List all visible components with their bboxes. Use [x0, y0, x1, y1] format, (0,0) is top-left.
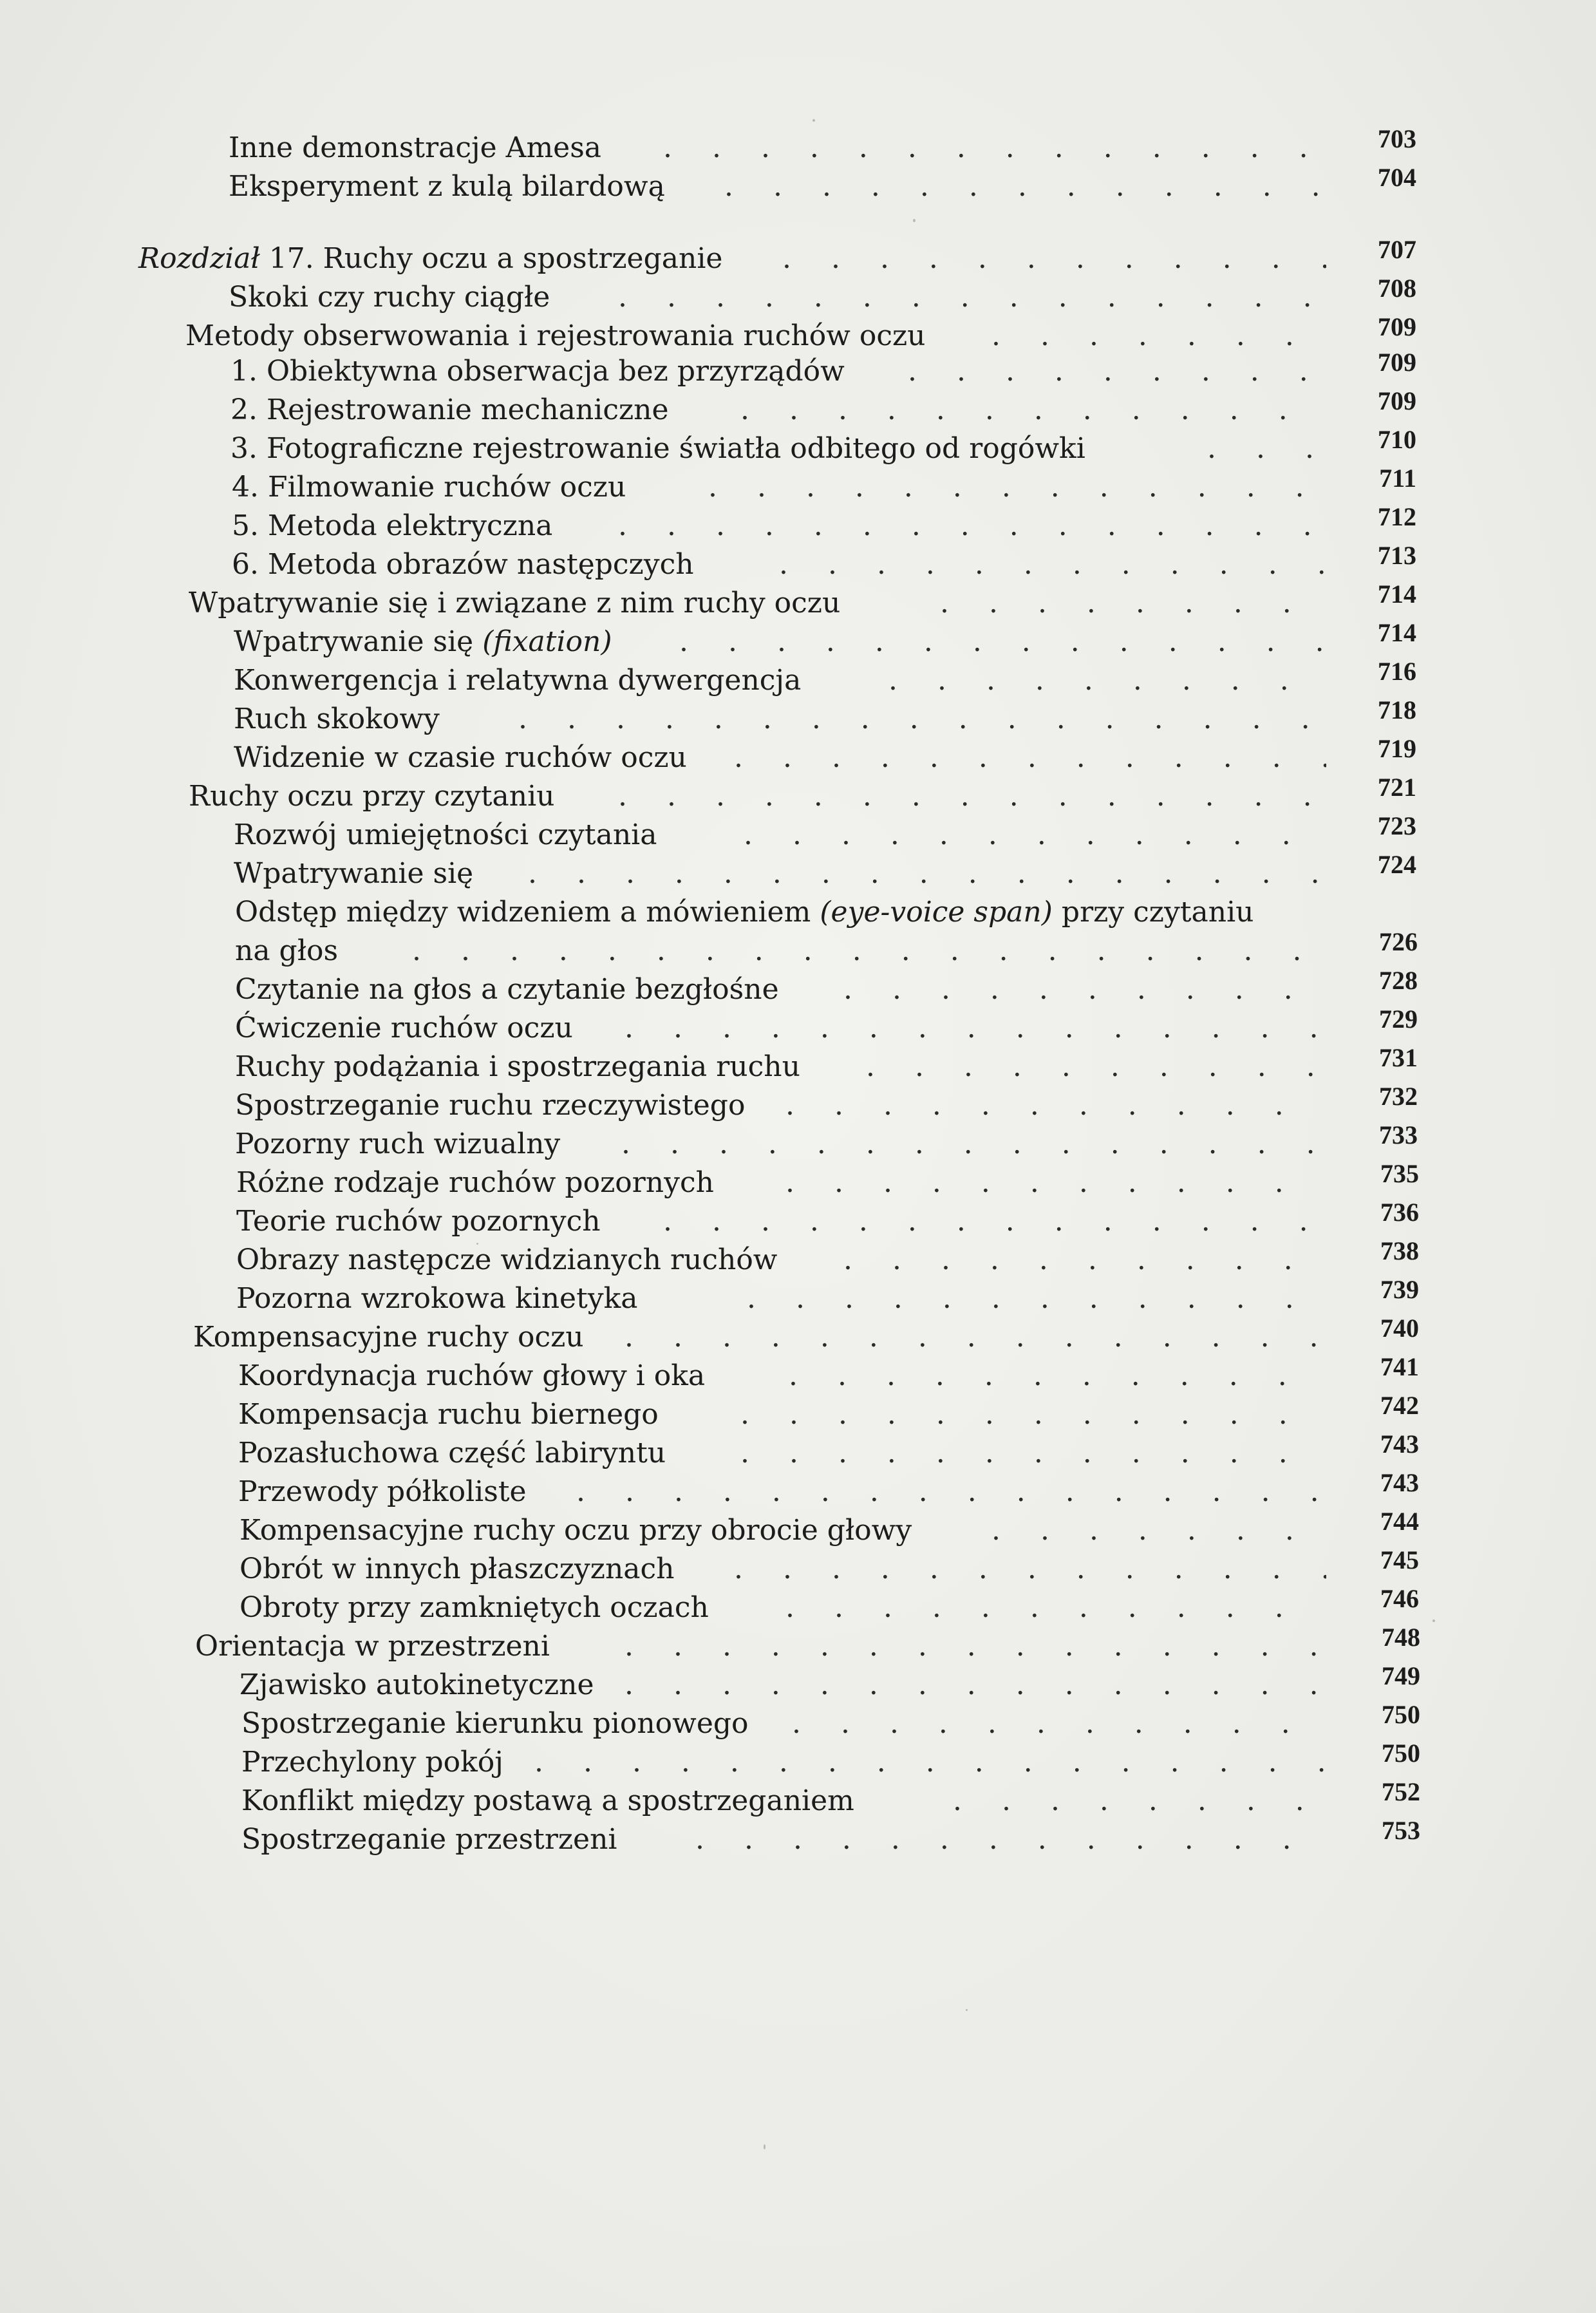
toc-leader-dots [518, 700, 1326, 739]
entry-title-text: Wpatrywanie się [234, 625, 474, 658]
toc-page-number: 714 [1378, 580, 1416, 609]
toc-entry-title [235, 893, 1254, 932]
toc-entry-title: Skoki czy ruchy ciągłe [229, 281, 550, 314]
toc-entry [0, 386, 1416, 430]
toc-entry-title: Ruch skokowy [234, 703, 440, 735]
toc-page-number: 738 [1380, 1236, 1419, 1265]
toc-entry [0, 163, 1416, 206]
toc-leader-dots [953, 1782, 1326, 1820]
toc-entry [0, 124, 1416, 167]
chapter-prefix: Rozdział [138, 242, 260, 275]
toc-entry-title: Pozasłuchowa część labiryntu [238, 1437, 666, 1469]
toc-entry [0, 1700, 1420, 1743]
toc-entry-title: Konflikt między postawą a spostrzeganiem [241, 1784, 854, 1817]
toc-entry [0, 1391, 1419, 1434]
toc-entry-title: Teorie ruchów pozornych [236, 1205, 601, 1238]
toc-entry-title: Eksperyment z kulą bilardową [229, 170, 665, 203]
toc-entry [0, 580, 1416, 623]
toc-leader-dots [663, 129, 1326, 167]
toc-entry-title: 5. Metoda elektryczna [232, 509, 553, 542]
toc-entry [0, 1043, 1418, 1086]
toc-page-number: 735 [1380, 1159, 1419, 1188]
toc-page-number: 729 [1379, 1005, 1418, 1034]
toc-entry [0, 1507, 1419, 1550]
toc-page-number: 709 [1378, 312, 1416, 341]
toc-leader-dots [866, 1048, 1326, 1086]
toc-page-number: 713 [1378, 541, 1416, 570]
toc-leader-dots [621, 1125, 1326, 1164]
toc-leader-dots [740, 1395, 1326, 1434]
toc-entry [0, 695, 1416, 739]
toc-page-number: 743 [1380, 1468, 1419, 1497]
toc-entry [0, 1120, 1418, 1164]
toc-page-number: 732 [1379, 1082, 1418, 1111]
toc-entry [0, 1468, 1419, 1511]
toc-page-number: 719 [1378, 734, 1416, 763]
toc-entry [0, 1545, 1419, 1589]
toc-page-number: 726 [1379, 927, 1418, 956]
toc-page-number: 753 [1382, 1816, 1420, 1845]
scan-speck [966, 2009, 968, 2011]
toc-entry-title: Zjawisko autokinetyczne [239, 1668, 594, 1701]
toc-leader-dots [991, 1511, 1326, 1550]
toc-entry-title: Ruchy podążania i spostrzegania ruchu [235, 1050, 800, 1083]
toc-page-number: 709 [1378, 348, 1416, 377]
toc-entry [0, 1314, 1419, 1357]
scan-speck [1432, 1619, 1435, 1622]
toc-leader-dots [412, 932, 1326, 970]
toc-entry [0, 1739, 1420, 1782]
toc-entry-title: Czytanie na głos a czytanie bezgłośne [235, 973, 779, 1006]
toc-entry-title: Kompensacja ruchu biernego [238, 1398, 659, 1431]
toc-entry [0, 773, 1416, 816]
toc-leader-dots [792, 1704, 1326, 1743]
toc-entry [0, 927, 1418, 970]
toc-page-number: 733 [1379, 1120, 1418, 1149]
toc-entry-title [234, 623, 612, 661]
toc-page-number: 750 [1382, 1700, 1420, 1729]
toc-entry-title: Pozorny ruch wizualny [235, 1128, 561, 1160]
toc-entry-title: Obrazy następcze widzianych ruchów [236, 1243, 778, 1276]
toc-leader-dots [1207, 430, 1326, 468]
toc-chapter-title [138, 240, 722, 278]
toc-page-number: 736 [1380, 1198, 1419, 1227]
toc-entry-title: 1. Obiektywna obserwacja bez przyrządów [230, 355, 845, 388]
toc-leader-dots [843, 1241, 1326, 1279]
toc-entry [0, 502, 1416, 545]
toc-page-number: 707 [1378, 235, 1416, 264]
toc-page-number: 731 [1379, 1043, 1418, 1072]
toc-page-number: 710 [1378, 425, 1416, 454]
toc-page-number: 709 [1378, 386, 1416, 415]
toc-entry [0, 312, 1416, 355]
toc-entry [0, 657, 1416, 700]
toc-leader-dots [734, 1550, 1326, 1589]
toc-entry-title: Przechylony pokój [241, 1746, 503, 1779]
toc-entry-title: Orientacja w przestrzeni [195, 1630, 550, 1663]
toc-entry-title: Spostrzeganie kierunku pionowego [241, 1707, 749, 1740]
toc-entry [0, 1236, 1419, 1279]
toc-leader-dots [624, 1318, 1326, 1357]
toc-entry [0, 966, 1418, 1009]
toc-entry [0, 618, 1416, 661]
toc-page-number: 724 [1378, 850, 1416, 879]
toc-page-number: 728 [1379, 966, 1418, 995]
toc-entry-title: 6. Metoda obrazów następczych [232, 548, 694, 581]
toc-page-number: 743 [1380, 1430, 1419, 1459]
toc-entry-title: Kompensacyjne ruchy oczu [193, 1321, 584, 1354]
toc-page-number: 744 [1380, 1507, 1419, 1536]
toc-entry [0, 1198, 1419, 1241]
toc-page-number: 750 [1382, 1739, 1420, 1768]
toc-entry-title: 2. Rejestrowanie mechaniczne [230, 393, 669, 426]
scan-speck [476, 1243, 478, 1245]
toc-entry [0, 734, 1416, 777]
toc-entry-title: Wpatrywanie się i związane z nim ruchy oczu [189, 587, 841, 619]
toc-leader-dots [888, 661, 1326, 700]
toc-entry-title: Wpatrywanie się [234, 857, 474, 890]
toc-entry-title: Przewody półkoliste [238, 1475, 527, 1508]
toc-leader-dots [624, 1666, 1326, 1704]
toc-entry [0, 464, 1416, 507]
entry-title-tail: przy czytaniu [1061, 896, 1254, 929]
toc-leader-dots [724, 167, 1326, 206]
toc-entry-title: Spostrzeganie ruchu rzeczywistego [235, 1089, 746, 1122]
entry-title-text: Odstęp między widzeniem a mówieniem [235, 896, 811, 929]
toc-entry-title: Koordynacja ruchów głowy i oka [238, 1359, 706, 1392]
toc-leader-dots [528, 854, 1326, 893]
toc-entry-title: 3. Fotograficzne rejestrowanie światła odbitego od rogówki [230, 432, 1085, 465]
toc-entry [0, 425, 1416, 468]
toc-page-number: 749 [1382, 1661, 1420, 1690]
toc-entry [0, 541, 1416, 584]
toc-leader-dots [624, 1627, 1326, 1666]
toc-leader-dots [740, 1434, 1326, 1473]
entry-title-italic: (eye-voice span) [820, 896, 1053, 929]
scan-speck [764, 2144, 765, 2149]
toc-entry-title: Obroty przy zamkniętych oczach [239, 1591, 709, 1624]
toc-leader-dots [618, 777, 1326, 816]
toc-page-number: 716 [1378, 657, 1416, 686]
toc-entry-title: Kompensacyjne ruchy oczu przy obrocie głowy [239, 1514, 912, 1547]
toc-leader-dots [782, 240, 1326, 278]
toc-entry-title: Obrót w innych płaszczyznach [239, 1553, 675, 1585]
toc-page-number: 704 [1378, 163, 1416, 192]
toc-entry [0, 1777, 1420, 1820]
toc-leader-dots [576, 1473, 1326, 1511]
toc-page-number: 703 [1378, 124, 1416, 153]
toc-entry [0, 348, 1416, 391]
toc-entry-title: Metody obserwowania i rejestrowania ruchów oczu [185, 319, 926, 352]
toc-entry-title: Konwergencja i relatywna dywergencja [234, 664, 802, 697]
toc-entry-title: Spostrzeganie przestrzeni [241, 1823, 617, 1856]
toc-page-number: 712 [1378, 502, 1416, 531]
toc-leader-dots [624, 1009, 1326, 1048]
toc-entry [0, 1623, 1420, 1666]
toc-entry-title: Ruchy oczu przy czytaniu [189, 780, 555, 813]
toc-page-number: 723 [1378, 811, 1416, 840]
toc-entry-title: na głos [235, 934, 339, 967]
toc-leader-dots [779, 545, 1326, 584]
toc-entry-title: Ćwiczenie ruchów oczu [235, 1012, 573, 1044]
toc-entry [0, 850, 1416, 893]
toc-leader-dots [785, 1086, 1326, 1125]
toc-entry-title: Widzenie w czasie ruchów oczu [234, 741, 687, 774]
entry-title-italic: (fixation) [482, 625, 612, 658]
toc-leader-dots [740, 391, 1326, 430]
toc-page-number: 746 [1380, 1584, 1419, 1613]
toc-entry [0, 1159, 1419, 1202]
toc-entry [0, 1430, 1419, 1473]
toc-page-number: 748 [1382, 1623, 1420, 1652]
toc-entry [0, 1275, 1419, 1318]
toc-leader-dots [534, 1743, 1326, 1782]
toc-leader-dots [734, 739, 1326, 777]
toc-leader-dots [618, 507, 1326, 545]
toc-page-number: 741 [1380, 1352, 1419, 1381]
toc-leader-dots [991, 317, 1326, 355]
toc-leader-dots [744, 816, 1326, 854]
toc-page-number: 742 [1380, 1391, 1419, 1420]
toc-leader-dots [695, 1820, 1326, 1859]
toc-entry [0, 1584, 1419, 1627]
toc-leader-dots [663, 1202, 1326, 1241]
toc-entry [0, 811, 1416, 854]
toc-entry [0, 1661, 1420, 1704]
toc-leader-dots [785, 1164, 1326, 1202]
toc-leader-dots [785, 1589, 1326, 1627]
toc-leader-dots [708, 468, 1326, 507]
toc-page-number: 745 [1380, 1545, 1419, 1574]
scan-speck [812, 119, 815, 122]
toc-entry-title: Inne demonstracje Amesa [229, 131, 602, 164]
toc-leader-dots [940, 584, 1326, 623]
toc-leader-dots [618, 278, 1326, 317]
toc-leader-dots [789, 1357, 1326, 1395]
toc-leader-dots [747, 1279, 1326, 1318]
toc-leader-dots [908, 352, 1326, 391]
toc-entry-title: 4. Filmowanie ruchów oczu [232, 471, 626, 504]
toc-entry-title: Rozwój umiejętności czytania [234, 818, 657, 851]
toc-leader-dots [843, 970, 1326, 1009]
toc-page-number: 714 [1378, 618, 1416, 647]
toc-page-number: 721 [1378, 773, 1416, 802]
toc-page-number: 740 [1380, 1314, 1419, 1343]
scan-speck [913, 219, 915, 222]
toc-page-number: 752 [1382, 1777, 1420, 1806]
toc-page-number: 739 [1380, 1275, 1419, 1304]
toc-page-number: 718 [1378, 695, 1416, 724]
toc-entry [0, 1816, 1420, 1859]
toc-entry-title: Pozorna wzrokowa kinetyka [236, 1282, 638, 1315]
toc-entry [0, 893, 1416, 932]
toc-entry [0, 1352, 1419, 1395]
toc-entry [0, 274, 1416, 317]
toc-entry-title: Różne rodzaje ruchów pozornych [236, 1166, 714, 1199]
toc-page-number: 711 [1379, 464, 1416, 493]
toc-page-number: 708 [1378, 274, 1416, 303]
toc-entry [0, 1082, 1418, 1125]
toc-entry [0, 1005, 1418, 1048]
toc-leader-dots [679, 623, 1326, 661]
toc-chapter-entry [0, 235, 1416, 278]
chapter-title-text: 17. Ruchy oczu a spostrzeganie [268, 242, 723, 275]
